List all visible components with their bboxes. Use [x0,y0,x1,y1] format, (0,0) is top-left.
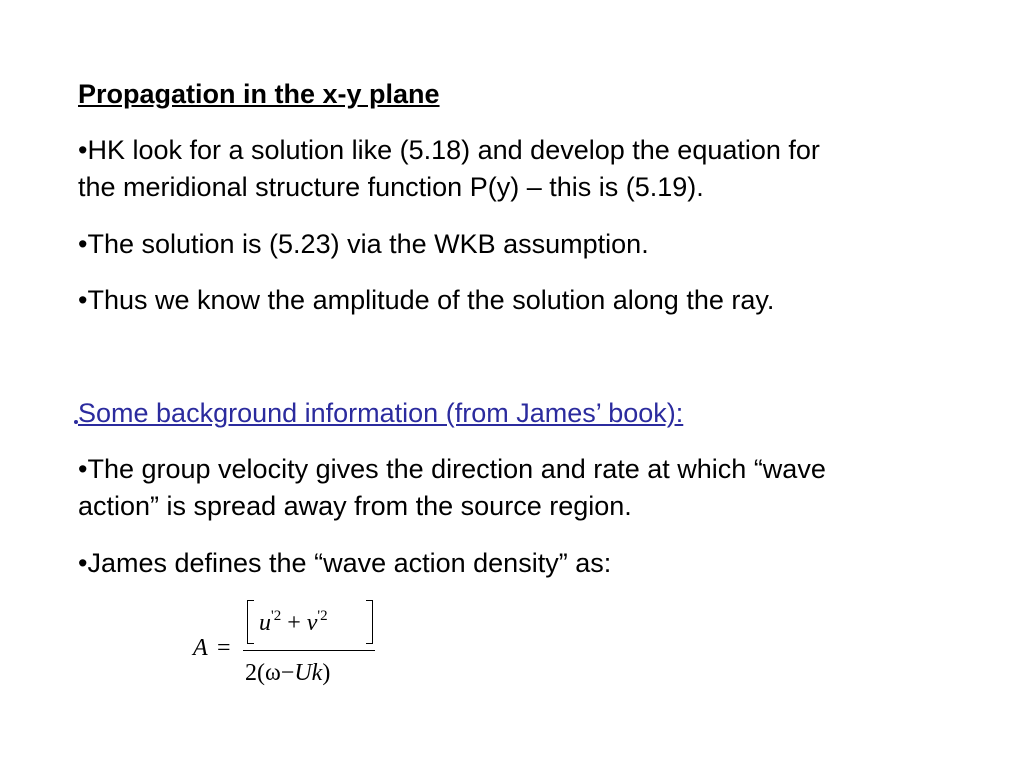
equation-numerator [247,600,373,644]
fraction-bar [243,650,375,651]
equation-denominator [245,660,330,687]
bullet-hk-line2: the meridional structure function P(y) – this is (5.19). [78,172,704,202]
denominator-uk: Uk [294,660,323,686]
wave-action-equation [185,595,405,705]
right-bracket [366,600,373,644]
denominator-prefix: 2(ω− [245,660,295,686]
bullet-amplitude: •Thus we know the amplitude of the solution along the ray. [78,285,775,315]
numerator-u: u [259,610,271,636]
equation-equals: = [217,635,231,661]
slide-heading: Propagation in the x-y plane [78,79,440,109]
bullet-wave-action-density: •James defines the “wave action density” as: [78,548,612,578]
bullet-hk-line1: •HK look for a solution like (5.18) and develop the equation for [78,135,820,165]
bullet-solution: •The solution is (5.23) via the WKB assumption. [78,229,649,259]
numerator-v-prime: '2 [317,608,328,624]
bullet-group-velocity-line1: •The group velocity gives the direction and rate at which “wave [78,454,826,484]
numerator-plus: + [281,610,307,636]
numerator-u-prime: '2 [271,608,282,624]
bullet-group-velocity-line2: action” is spread away from the source region. [78,491,632,521]
numerator-expression [259,608,328,637]
denominator-suffix: ) [322,660,331,686]
equation-lhs: A [193,635,208,661]
left-bracket [247,600,254,644]
numerator-v: v [306,610,318,636]
background-info-link[interactable]: Some background information (from James’ book): [78,398,684,428]
